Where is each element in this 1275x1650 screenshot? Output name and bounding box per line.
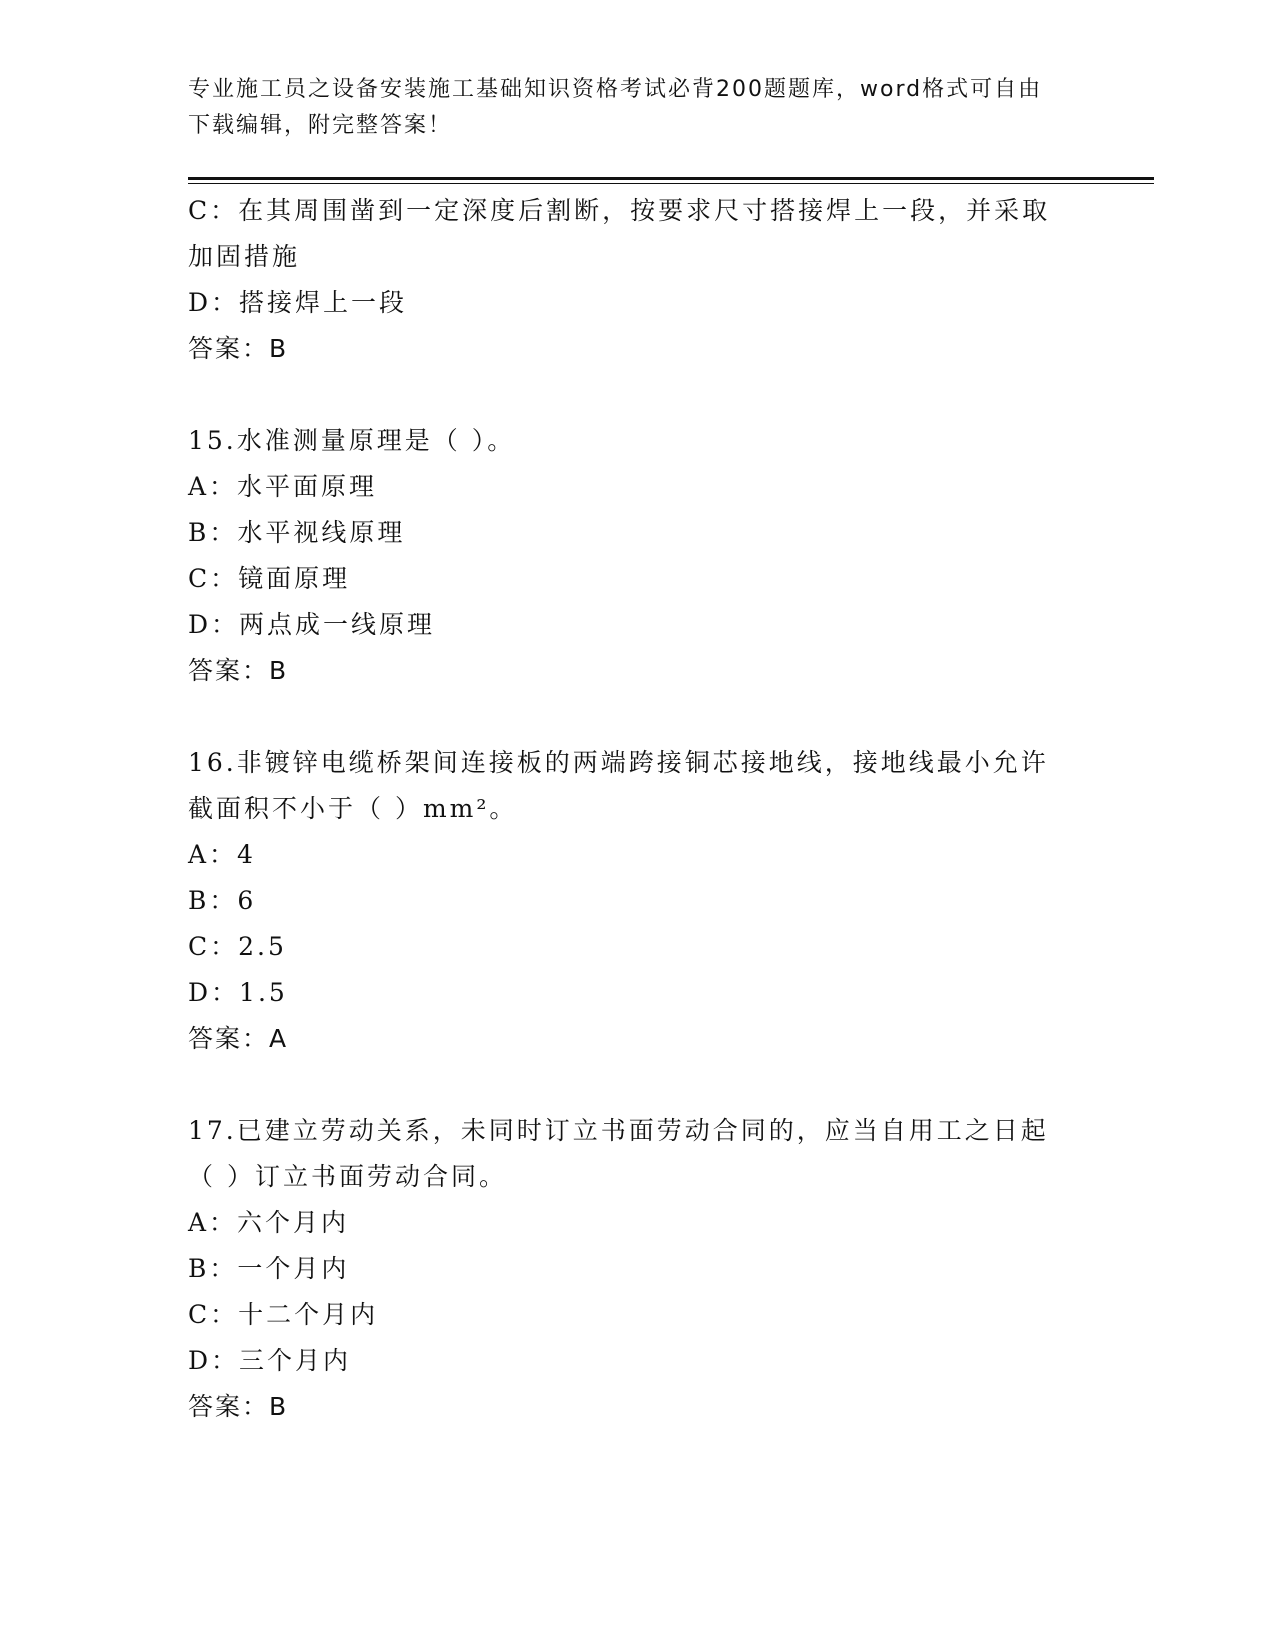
question-14-continuation xyxy=(188,188,1088,372)
answer-line: 答案：A xyxy=(188,1024,289,1053)
option-a: A：水平面原理 xyxy=(188,472,378,501)
option-b: B：水平视线原理 xyxy=(188,518,406,547)
question-stem: 17.已建立劳动关系，未同时订立书面劳动合同的，应当自用工之日起 xyxy=(188,1116,1049,1145)
question-17 xyxy=(188,1108,1088,1430)
question-stem-continued: 截面积不小于（ ）mm²。 xyxy=(188,794,518,823)
option-d: D：1.5 xyxy=(188,978,288,1007)
spacer xyxy=(188,1062,1088,1108)
option-c: C：十二个月内 xyxy=(188,1300,379,1329)
option-b: B：一个月内 xyxy=(188,1254,350,1283)
header-rule-thick xyxy=(188,177,1154,180)
question-stem: 16.非镀锌电缆桥架间连接板的两端跨接铜芯接地线，接地线最小允许 xyxy=(188,748,1049,777)
question-stem-continued: （ ）订立书面劳动合同。 xyxy=(188,1162,507,1191)
option-b: B：6 xyxy=(188,886,257,915)
option-d: D：搭接焊上一段 xyxy=(188,288,408,317)
answer-line: 答案：B xyxy=(188,656,289,685)
option-c: C：镜面原理 xyxy=(188,564,351,593)
option-c: C：2.5 xyxy=(188,932,287,961)
question-content xyxy=(188,188,1088,1430)
spacer xyxy=(188,694,1088,740)
question-15 xyxy=(188,418,1088,694)
option-c: C：在其周围凿到一定深度后割断，按要求尺寸搭接焊上一段，并采取 xyxy=(188,196,1051,225)
answer-line: 答案：B xyxy=(188,1392,289,1421)
header-line-1: 专业施工员之设备安装施工基础知识资格考试必背200题题库，word格式可自由 xyxy=(188,77,1043,102)
option-c-continued: 加固措施 xyxy=(188,242,301,271)
question-stem: 15.水准测量原理是（ ）。 xyxy=(188,426,516,455)
question-16 xyxy=(188,740,1088,1062)
option-d: D：两点成一线原理 xyxy=(188,610,436,639)
option-a: A：六个月内 xyxy=(188,1208,350,1237)
header-line-2: 下载编辑，附完整答案！ xyxy=(188,113,453,138)
answer-line: 答案：B xyxy=(188,334,289,363)
document-header xyxy=(188,72,1088,144)
option-a: A：4 xyxy=(188,840,256,869)
spacer xyxy=(188,372,1088,418)
option-d: D：三个月内 xyxy=(188,1346,352,1375)
header-rule-thin xyxy=(188,183,1154,184)
